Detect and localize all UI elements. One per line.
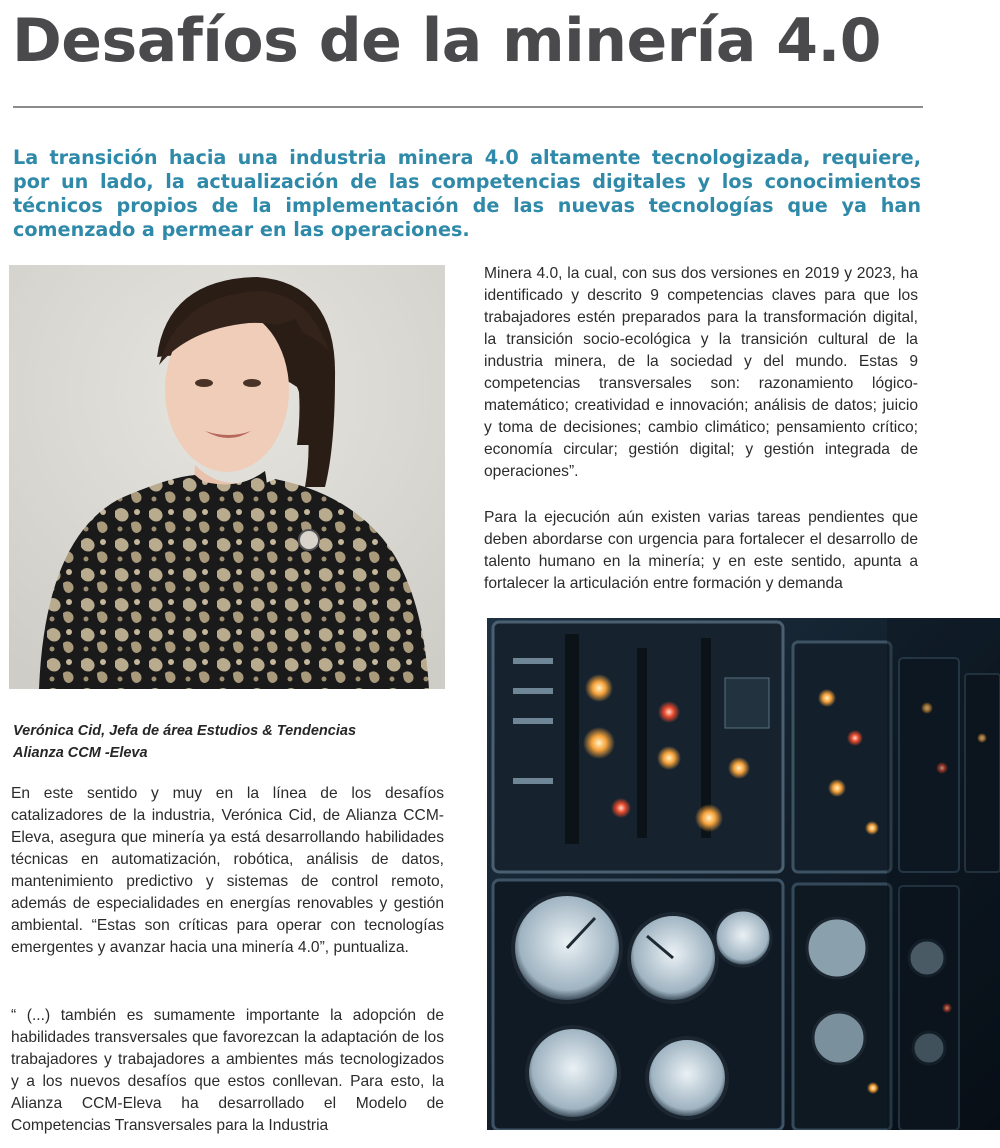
right-paragraph-2: Para la ejecución aún existen varias tareas pendientes que deben abordarse con urgencia para fortalecer el desarrollo de talento humano en la minería; y en este sentido, apunta a fortalecer la articulación entre formación y demanda [484,509,918,592]
right-paragraph-1: Minera 4.0, la cual, con sus dos versiones en 2019 y 2023, ha identificado y descrito 9 competencias claves para que los trabajadores estén preparados para la transformación digital, la transición socio-ecológica y la transición cultural de la industria minera, de la sociedad y del mundo. Estas 9 competencias transversales son: razonamiento lógico-matemático; creatividad e innovación; análisis de datos; juicio y toma de decisiones; cambio climático; pensamiento crítico; economía circular; gestión digital; y gestión integrada de operaciones”. [484,265,918,480]
article-title: Desafíos de la minería 4.0 [12,6,881,76]
caption-line-org: Alianza CCM -Eleva [13,745,148,761]
title-divider [13,106,923,108]
lead-paragraph: La transición hacia una industria minera 4.0 altamente tecnologizada, requiere, por un lado, la actualización de las competencias digitales y los conocimientos técnicos propios de la implementación de las nuevas tecnologías que ya han comenzado a permear en las operaciones. [13,146,921,241]
left-paragraph-1: En este sentido y muy en la línea de los desafíos catalizadores de la industria, Verónica Cid, de Alianza CCM-Eleva, asegura que minería ya está desarrollando habilidades técnicas en automatización, robótica, análisis de datos, mantenimiento predictivo y sistemas de control remoto, además de especialidades en energías renovables y gestión ambiental. “Estas son críticas para operar con tecnologías emergentes y avanzar hacia una minería 4.0”, puntualiza. [11,785,444,956]
control-panel-photo [487,618,1000,1130]
left-paragraph-2: “ (...) también es sumamente importante la adopción de habilidades transversales que favorezcan la adaptación de los trabajadores y trabajadores a ambientes más tecnologizados y a los nuevos desafíos que estos conllevan. Para esto, la Alianza CCM-Eleva ha desarrollado el Modelo de Competencias Transversales para la Industria [11,1007,444,1134]
portrait-photo [9,265,445,689]
photo-caption [13,720,443,764]
caption-line-name: Verónica Cid, Jefa de área Estudios & Tendencias [13,723,357,739]
